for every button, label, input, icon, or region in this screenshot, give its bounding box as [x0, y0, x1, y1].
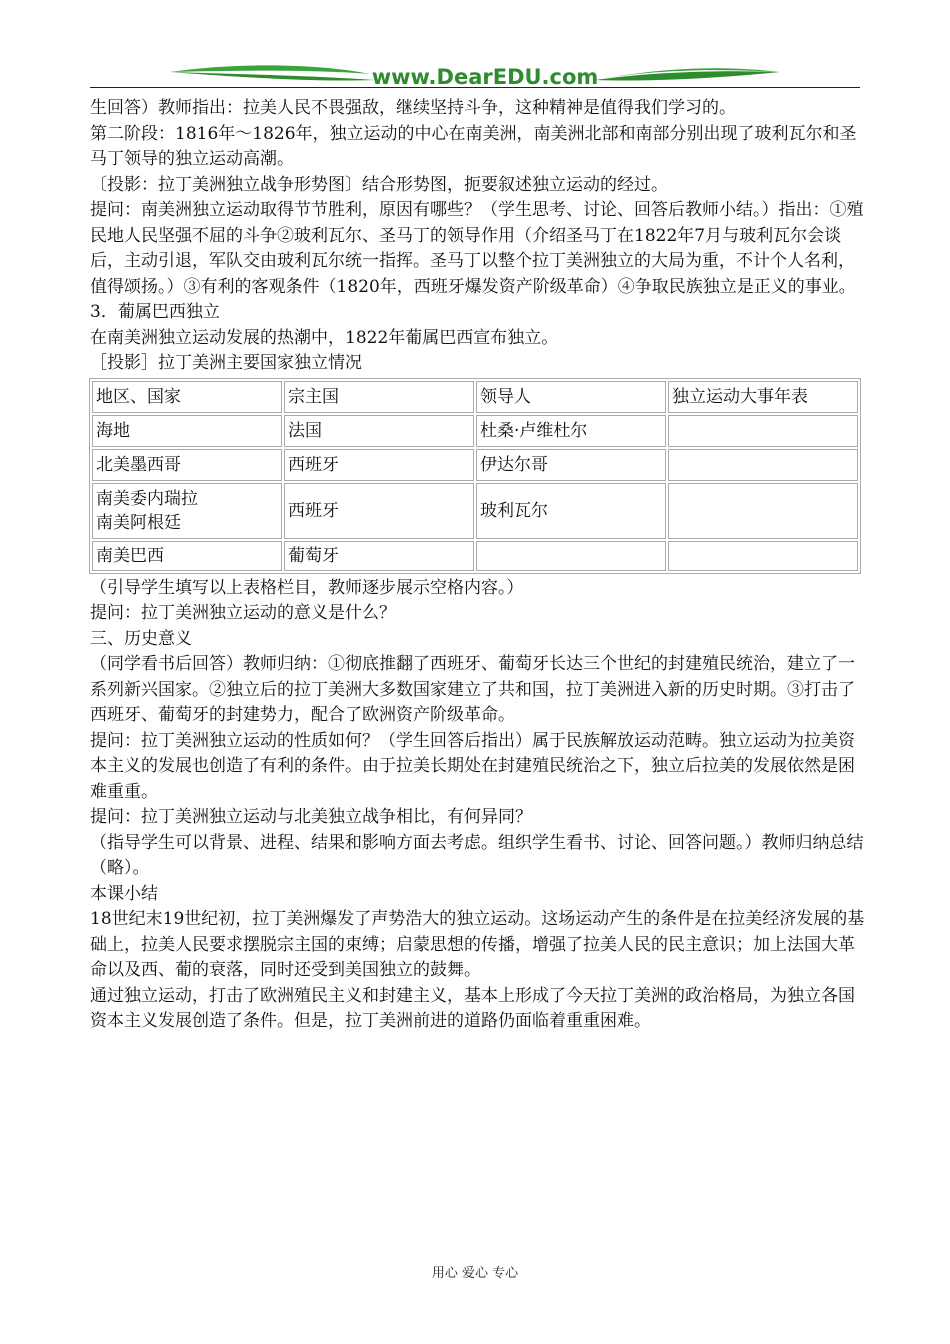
- paragraph: （指导学生可以背景、进程、结果和影响方面去考虑。组织学生看书、讨论、回答问题。）教师归纳总结（略）。: [90, 832, 864, 878]
- site-header: [90, 58, 860, 98]
- table-cell: [668, 483, 858, 539]
- table-cell: 葡萄牙: [284, 541, 474, 571]
- paragraph: 生回答）教师指出：拉美人民不畏强敌，继续坚持斗争，这种精神是值得我们学习的。: [90, 98, 736, 118]
- table-header-row: [92, 381, 858, 413]
- logo-swoosh-graphic: [90, 58, 860, 98]
- paragraph: 〔投影：拉丁美洲独立战争形势图〕结合形势图，扼要叙述独立运动的经过。: [90, 174, 668, 195]
- table-row: [92, 415, 858, 447]
- table-cell: 伊达尔哥: [476, 449, 666, 481]
- paragraph: 提问：拉丁美洲独立运动的性质如何？（学生回答后指出）属于民族解放运动范畴。独立运动为拉美资本主义的发展也创造了有利的条件。由于拉美长期处在封建殖民统治之下，独立后拉美的发展依然是困难重重。: [90, 730, 855, 802]
- table-cell: 海地: [92, 415, 282, 447]
- table-cell: 法国: [284, 415, 474, 447]
- table-cell: [476, 541, 666, 571]
- table-cell-line: 南美阿根廷: [96, 512, 181, 533]
- header-rule: [90, 87, 860, 88]
- table-cell: 南美巴西: [92, 541, 282, 571]
- table-cell: [92, 483, 282, 539]
- section-heading: 3．葡属巴西独立: [90, 302, 220, 322]
- paragraph: 提问：拉丁美洲独立运动的意义是什么？: [90, 603, 396, 623]
- paragraph: （引导学生填写以上表格栏目，教师逐步展示空格内容。）: [90, 577, 524, 598]
- table-cell: 西班牙: [284, 483, 474, 539]
- table-cell: 西班牙: [284, 449, 474, 481]
- paragraph: 在南美洲独立运动发展的热潮中，1822年葡属巴西宣布独立。: [90, 327, 559, 348]
- paragraph: （同学看书后回答）教师归纳：①彻底推翻了西班牙、葡萄牙长达三个世纪的封建殖民统治，建立了一系列新兴国家。②独立后的拉丁美洲大多数国家建立了共和国，拉丁美洲进入新的历史时期。③打击了西班牙、葡萄牙的封建势力，配合了欧洲资产阶级革命。: [90, 654, 855, 725]
- independence-table: [89, 378, 861, 574]
- table-header-cell: 宗主国: [284, 381, 474, 413]
- page-footer: 用心 爱心 专心: [431, 1266, 519, 1281]
- logo-text: www.DearEDU.com: [371, 65, 599, 89]
- paragraph: 提问：南美洲独立运动取得节节胜利，原因有哪些？（学生思考、讨论、回答后教师小结。）指出：①殖民地人民坚强不屈的斗争②玻利瓦尔、圣马丁的领导作用（介绍圣马丁在1822年7月与玻利瓦尔会谈后，主动引退，军队交由玻利瓦尔统一指挥。圣马丁以整个拉丁美洲独立的大局为重，不计个人名利，值得颂扬。）③有利的客观条件（1820年，西班牙爆发资产阶级革命）④争取民族独立是正义的事业。: [90, 200, 864, 297]
- section-heading: 三、历史意义: [90, 628, 192, 649]
- table-caption: ［投影］拉丁美洲主要国家独立情况: [90, 353, 362, 373]
- section-heading: 本课小结: [90, 883, 158, 904]
- paragraph: 18世纪末19世纪初，拉丁美洲爆发了声势浩大的独立运动。这场运动产生的条件是在拉美经济发展的基础上，拉美人民要求摆脱宗主国的束缚；启蒙思想的传播，增强了拉美人民的民主意识；加上法国大革命以及西、葡的衰落，同时还受到美国独立的鼓舞。: [90, 909, 865, 980]
- table-cell: 杜桑·卢维杜尔: [476, 415, 666, 447]
- table-row: [92, 541, 858, 571]
- paragraph: 提问：拉丁美洲独立运动与北美独立战争相比，有何异同？: [90, 807, 532, 827]
- paragraph: 通过独立运动，打击了欧洲殖民主义和封建主义，基本上形成了今天拉丁美洲的政治格局，为独立各国资本主义发展创造了条件。但是，拉丁美洲前进的道路仍面临着重重困难。: [90, 985, 855, 1031]
- table-cell: [668, 449, 858, 481]
- table-cell-line: 南美委内瑞拉: [96, 488, 198, 509]
- table-header-cell: 地区、国家: [92, 381, 282, 413]
- table-header-cell: 独立运动大事年表: [668, 381, 858, 413]
- document-body: [90, 96, 865, 1035]
- table-row: [92, 483, 858, 539]
- table-cell: 北美墨西哥: [92, 449, 282, 481]
- table-cell: [668, 415, 858, 447]
- table-row: [92, 449, 858, 481]
- table-header-cell: 领导人: [476, 381, 666, 413]
- table-cell: [668, 541, 858, 571]
- table-cell: 玻利瓦尔: [476, 483, 666, 539]
- paragraph: 第二阶段：1816年～1826年，独立运动的中心在南美洲，南美洲北部和南部分别出现了玻利瓦尔和圣马丁领导的独立运动高潮。: [90, 123, 857, 169]
